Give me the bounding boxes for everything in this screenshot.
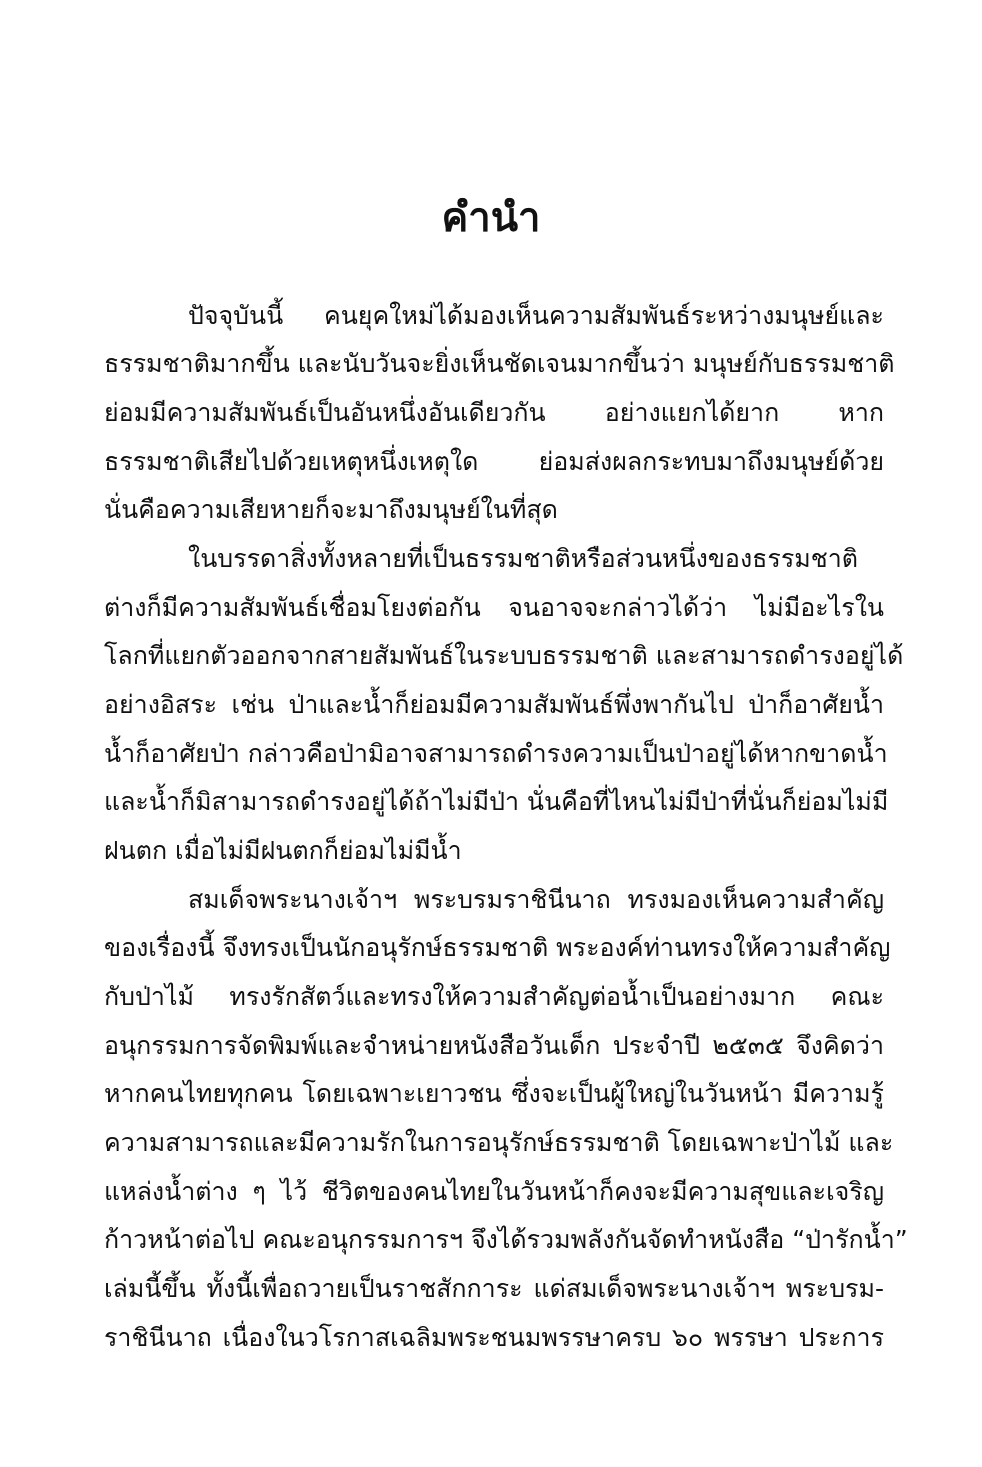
- paragraph-1-line-1: ปัจจุบันนี้ คนยุคใหม่ได้มองเห็นความสัมพันธ์ระหว่างมนุษย์และ: [188, 301, 884, 330]
- paragraph-1-line-3: ย่อมมีความสัมพันธ์เป็นอันหนึ่งอันเดียวกัน อย่างแยกได้ยาก หาก: [104, 398, 884, 427]
- paragraph-2-line-3: โลกที่แยกตัวออกจากสายสัมพันธ์ในระบบธรรมชาติ และสามารถดำรงอยู่ได้: [104, 641, 904, 670]
- paragraph-3-line-9: เล่มนี้ขึ้น ทั้งนี้เพื่อถวายเป็นราชสักการะ แด่สมเด็จพระนางเจ้าฯ พระบรม-: [104, 1274, 884, 1303]
- paragraph-2-line-4: อย่างอิสระ เช่น ป่าและน้ำก็ย่อมมีความสัมพันธ์พึ่งพากันไป ป่าก็อาศัยน้ำ: [104, 690, 884, 719]
- paragraph-1-line-4: ธรรมชาติเสียไปด้วยเหตุหนึ่งเหตุใด ย่อมส่งผลกระทบมาถึงมนุษย์ด้วย: [104, 447, 884, 476]
- paragraph-3-line-10: ราชินีนาถ เนื่องในวโรกาสเฉลิมพระชนมพรรษาครบ ๖๐ พรรษา ประการ: [104, 1323, 884, 1352]
- paragraph-3-line-4: อนุกรรมการจัดพิมพ์และจำหน่ายหนังสือวันเด็ก ประจำปี ๒๕๓๕ จึงคิดว่า: [104, 1031, 884, 1060]
- paragraph-2-line-2: ต่างก็มีความสัมพันธ์เชื่อมโยงต่อกัน จนอาจจะกล่าวได้ว่า ไม่มีอะไรใน: [104, 593, 884, 622]
- paragraph-2-line-5: น้ำก็อาศัยป่า กล่าวคือป่ามิอาจสามารถดำรงความเป็นป่าอยู่ได้หากขาดน้ำ: [104, 739, 888, 768]
- paragraph-2-line-7: ฝนตก เมื่อไม่มีฝนตกก็ย่อมไม่มีน้ำ: [104, 836, 462, 865]
- paragraph-3-line-5: หากคนไทยทุกคน โดยเฉพาะเยาวชน ซึ่งจะเป็นผู้ใหญ่ในวันหน้า มีความรู้: [104, 1079, 884, 1108]
- paragraph-3-line-6: ความสามารถและมีความรักในการอนุรักษ์ธรรมชาติ โดยเฉพาะป่าไม้ และ: [104, 1128, 894, 1157]
- paragraph-3-line-8: ก้าวหน้าต่อไป คณะอนุกรรมการฯ จึงได้รวมพลังกันจัดทำหนังสือ “ป่ารักน้ำ”: [104, 1225, 908, 1254]
- paragraph-3-line-2: ของเรื่องนี้ จึงทรงเป็นนักอนุรักษ์ธรรมชาติ พระองค์ท่านทรงให้ความสำคัญ: [104, 933, 891, 962]
- page-title: คำนำ: [441, 195, 541, 241]
- paragraph-1-line-5: นั่นคือความเสียหายก็จะมาถึงมนุษย์ในที่สุด: [104, 495, 558, 524]
- paragraph-2-line-6: และน้ำก็มิสามารถดำรงอยู่ได้ถ้าไม่มีป่า นั่นคือที่ไหนไม่มีป่าที่นั่นก็ย่อมไม่มี: [104, 787, 889, 816]
- paragraph-3-line-3: กับป่าไม้ ทรงรักสัตว์และทรงให้ความสำคัญต่อน้ำเป็นอย่างมาก คณะ: [104, 982, 884, 1011]
- paragraph-1-line-2: ธรรมชาติมากขึ้น และนับวันจะยิ่งเห็นชัดเจนมากขึ้นว่า มนุษย์กับธรรมชาติ: [104, 349, 895, 378]
- paragraph-3-line-7: แหล่งน้ำต่าง ๆ ไว้ ชีวิตของคนไทยในวันหน้าก็คงจะมีความสุขและเจริญ: [104, 1177, 884, 1206]
- paragraph-2-line-1: ในบรรดาสิ่งทั้งหลายที่เป็นธรรมชาติหรือส่วนหนึ่งของธรรมชาติ: [188, 544, 858, 573]
- paragraph-3-line-1: สมเด็จพระนางเจ้าฯ พระบรมราชินีนาถ ทรงมองเห็นความสำคัญ: [188, 885, 884, 914]
